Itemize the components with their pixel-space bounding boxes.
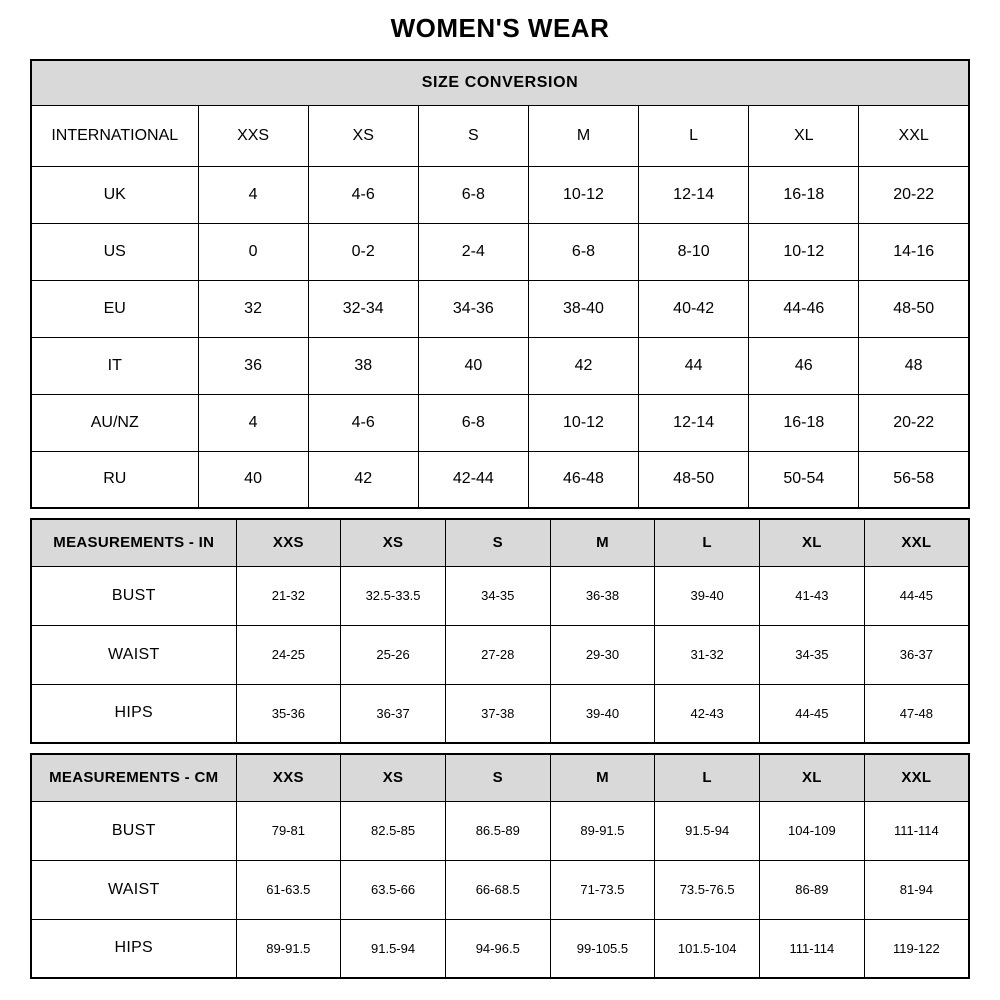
table-row [31,684,969,743]
table-cell: 10-12 [528,166,638,223]
column-header: XXS [236,754,341,801]
table-cell: 66-68.5 [445,860,550,919]
table-row [31,860,969,919]
header-row [31,754,969,801]
table-cell: 101.5-104 [655,919,760,978]
row-label: AU/NZ [31,394,198,451]
table-cell: 34-35 [760,625,865,684]
table-cell: 34-35 [445,566,550,625]
table-cell: 12-14 [639,166,749,223]
table-cell: 42-44 [418,451,528,508]
measurements-in-table [30,518,970,744]
table-cell: 44 [639,337,749,394]
table-cell: 40 [418,337,528,394]
table-cell: 111-114 [760,919,865,978]
table-cell: 10-12 [749,223,859,280]
table-cell: 99-105.5 [550,919,655,978]
table-cell: 2-4 [418,223,528,280]
table-row [31,223,969,280]
table-cell: 42 [308,451,418,508]
column-header: XS [341,754,446,801]
table-cell: 82.5-85 [341,801,446,860]
table-cell: 24-25 [236,625,341,684]
row-label: IT [31,337,198,394]
table-cell: 8-10 [639,223,749,280]
table-cell: 73.5-76.5 [655,860,760,919]
table-title: SIZE CONVERSION [31,60,969,105]
column-header: S [445,519,550,566]
table-cell: 37-38 [445,684,550,743]
column-header: L [655,519,760,566]
table-cell: 31-32 [655,625,760,684]
table-cell: 48-50 [639,451,749,508]
column-header: XL [760,519,865,566]
table-cell: 91.5-94 [655,801,760,860]
table-cell: 40 [198,451,308,508]
header-label: MEASUREMENTS - CM [31,754,236,801]
table-cell: 48 [859,337,969,394]
table-cell: 40-42 [639,280,749,337]
table-cell: 91.5-94 [341,919,446,978]
row-label: WAIST [31,860,236,919]
table-cell: 32-34 [308,280,418,337]
table-cell: 46 [749,337,859,394]
header-label: MEASUREMENTS - IN [31,519,236,566]
table-cell: 27-28 [445,625,550,684]
table-cell: 34-36 [418,280,528,337]
row-label: EU [31,280,198,337]
table-cell: 56-58 [859,451,969,508]
column-header: M [550,519,655,566]
header-label: INTERNATIONAL [31,105,198,166]
column-header: XL [749,105,859,166]
table-cell: 10-12 [528,394,638,451]
column-header: S [418,105,528,166]
table-cell: 36-37 [341,684,446,743]
table-cell: 89-91.5 [236,919,341,978]
table-cell: 4-6 [308,166,418,223]
table-row [31,166,969,223]
table-cell: 44-45 [864,566,969,625]
table-row [31,451,969,508]
table-cell: 39-40 [655,566,760,625]
column-header: XXL [859,105,969,166]
column-header: XL [760,754,865,801]
table-cell: 21-32 [236,566,341,625]
table-cell: 119-122 [864,919,969,978]
table-cell: 20-22 [859,166,969,223]
table-cell: 79-81 [236,801,341,860]
row-label: WAIST [31,625,236,684]
table-cell: 71-73.5 [550,860,655,919]
column-header: L [639,105,749,166]
table-row [31,801,969,860]
table-cell: 6-8 [418,166,528,223]
row-label: HIPS [31,684,236,743]
table-cell: 36-37 [864,625,969,684]
table-cell: 0-2 [308,223,418,280]
page-title: WOMEN'S WEAR [390,13,610,43]
row-label: BUST [31,801,236,860]
table-cell: 4 [198,166,308,223]
header-row [31,519,969,566]
column-header: XS [341,519,446,566]
table-cell: 50-54 [749,451,859,508]
table-cell: 94-96.5 [445,919,550,978]
table-cell: 4 [198,394,308,451]
row-label: UK [31,166,198,223]
table-cell: 38 [308,337,418,394]
table-cell: 36-38 [550,566,655,625]
table-cell: 25-26 [341,625,446,684]
table-cell: 61-63.5 [236,860,341,919]
column-header: XXS [236,519,341,566]
table-cell: 39-40 [550,684,655,743]
table-cell: 63.5-66 [341,860,446,919]
table-row [31,337,969,394]
table-cell: 16-18 [749,166,859,223]
table-cell: 41-43 [760,566,865,625]
row-label: HIPS [31,919,236,978]
table-title-row [31,60,969,105]
row-label: BUST [31,566,236,625]
table-cell: 44-45 [760,684,865,743]
table-row [31,280,969,337]
column-header: M [550,754,655,801]
table-cell: 42-43 [655,684,760,743]
table-cell: 48-50 [859,280,969,337]
table-cell: 46-48 [528,451,638,508]
table-cell: 20-22 [859,394,969,451]
table-cell: 38-40 [528,280,638,337]
table-row [31,625,969,684]
table-cell: 29-30 [550,625,655,684]
table-cell: 44-46 [749,280,859,337]
row-label: RU [31,451,198,508]
table-cell: 104-109 [760,801,865,860]
column-header: S [445,754,550,801]
table-cell: 4-6 [308,394,418,451]
column-header: L [655,754,760,801]
table-cell: 86-89 [760,860,865,919]
measurements-cm-table [30,753,970,979]
table-cell: 6-8 [418,394,528,451]
table-cell: 42 [528,337,638,394]
table-cell: 14-16 [859,223,969,280]
table-cell: 35-36 [236,684,341,743]
table-row [31,394,969,451]
header-row [31,105,969,166]
column-header: XXL [864,754,969,801]
table-cell: 12-14 [639,394,749,451]
row-label: US [31,223,198,280]
table-cell: 16-18 [749,394,859,451]
table-row [31,566,969,625]
table-cell: 86.5-89 [445,801,550,860]
size-conversion-table [30,59,970,509]
table-cell: 81-94 [864,860,969,919]
table-cell: 47-48 [864,684,969,743]
table-cell: 32.5-33.5 [341,566,446,625]
column-header: XXS [198,105,308,166]
table-cell: 32 [198,280,308,337]
table-row [31,919,969,978]
column-header: XS [308,105,418,166]
table-cell: 36 [198,337,308,394]
table-cell: 6-8 [528,223,638,280]
table-cell: 89-91.5 [550,801,655,860]
column-header: XXL [864,519,969,566]
table-cell: 111-114 [864,801,969,860]
table-cell: 0 [198,223,308,280]
column-header: M [528,105,638,166]
